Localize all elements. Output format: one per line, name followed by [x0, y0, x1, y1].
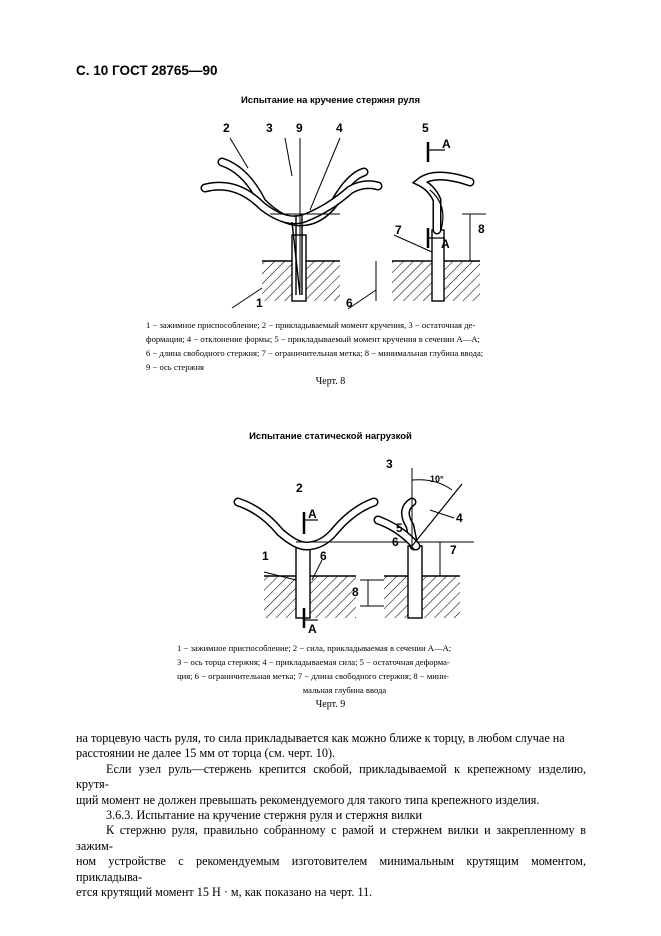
figure8-drawing [0, 110, 661, 320]
figure8-title: Испытание на кручение стержня руля [240, 95, 421, 106]
fig9-label-3: 3 [386, 457, 393, 471]
fig8-label-1: 1 [256, 296, 263, 310]
fig8-label-a-bottom: А [441, 237, 450, 251]
fig8-label-2: 2 [223, 121, 230, 135]
body-line: ется крутящий момент 15 Н · м, как показано на черт. 11. [76, 885, 373, 900]
body-line: К стержню руля, правильно собранному с рамой и стержнем вилки и закрепленному в зажим- [76, 823, 586, 853]
fig9-label-4: 4 [456, 511, 463, 525]
fig8-caption-line: 6 − длина свободного стержня; 7 − ограничительная метка; 8 − минимальная глубина ввода; [146, 348, 484, 358]
fig8-caption-line: 1 − зажимное приспособление; 2 − прикладываемый момент кручения, 3 − остаточная де- [146, 320, 476, 330]
body-line: на торцевую часть руля, то сила прикладывается как можно ближе к торцу, в любом случае на [76, 731, 565, 745]
fig8-label-8: 8 [478, 222, 485, 236]
figure9-drawing [0, 448, 661, 638]
fig8-label-3: 3 [266, 121, 273, 135]
page-header: С. 10 ГОСТ 28765—90 [76, 63, 218, 78]
body-text [76, 731, 586, 900]
fig8-label-6: 6 [346, 296, 353, 310]
fig9-label-8: 8 [352, 585, 359, 599]
fig8-caption-line: 9 − ось стержня [146, 362, 205, 372]
fig9-caption-line: 1 − зажимное приспособление; 2 − сила, прикладываемая в сечении А—А; [177, 643, 452, 653]
fig9-caption-line: 3 − ось торца стержня; 4 − прикладываемая сила; 5 − остаточная деформа- [177, 657, 450, 667]
fig8-label-5: 5 [422, 121, 429, 135]
fig9-label-a-top: А [308, 507, 317, 521]
figure9-title: Испытание статической нагрузкой [249, 431, 412, 442]
fig9-label-1: 1 [262, 549, 269, 563]
fig9-label-5: 5 [396, 521, 403, 535]
fig8-label-a-top: А [442, 137, 451, 151]
figure8-caption [146, 318, 526, 374]
body-line: Если узел руль—стержень крепится скобой, прикладываемой к крепежному изделию, крутя- [76, 761, 586, 792]
fig9-caption-line: мальная глубина ввода [302, 685, 387, 695]
fig8-label-7: 7 [395, 223, 402, 237]
body-line: щий момент не должен превышать рекомендуемого для такого типа крепежного изделия. [76, 792, 540, 807]
body-line: ном устройстве с рекомендуемым изготовителем минимальным крутящим моментом, прикладыва- [76, 854, 586, 884]
figure9-caption [177, 641, 512, 697]
body-line: расстоянии не далее 15 мм от торца (см. черт. 10). [76, 746, 336, 761]
fig9-caption-line: ция; 6 − ограничительная метка; 7 − длина свободного стержня; 8 − мини- [177, 671, 449, 681]
fig9-label-7: 7 [450, 543, 457, 557]
figure9-label: Черт. 9 [315, 699, 346, 710]
fig9-label-a-bottom: А [308, 622, 317, 636]
fig9-label-6-left: 6 [320, 549, 327, 563]
fig8-label-9: 9 [296, 121, 303, 135]
figure8-label: Черт. 8 [315, 376, 346, 387]
fig8-label-4: 4 [336, 121, 343, 135]
fig9-label-angle: 10° [430, 474, 444, 484]
fig8-caption-line: формация; 4 − отклонение формы; 5 − прикладываемый момент кручения в сечении А—А; [146, 334, 480, 344]
fig9-label-6-right: 6 [392, 535, 399, 549]
fig9-label-2: 2 [296, 481, 303, 495]
section-heading: 3.6.3. Испытание на кручение стержня руля и стержня вилки [106, 808, 423, 823]
